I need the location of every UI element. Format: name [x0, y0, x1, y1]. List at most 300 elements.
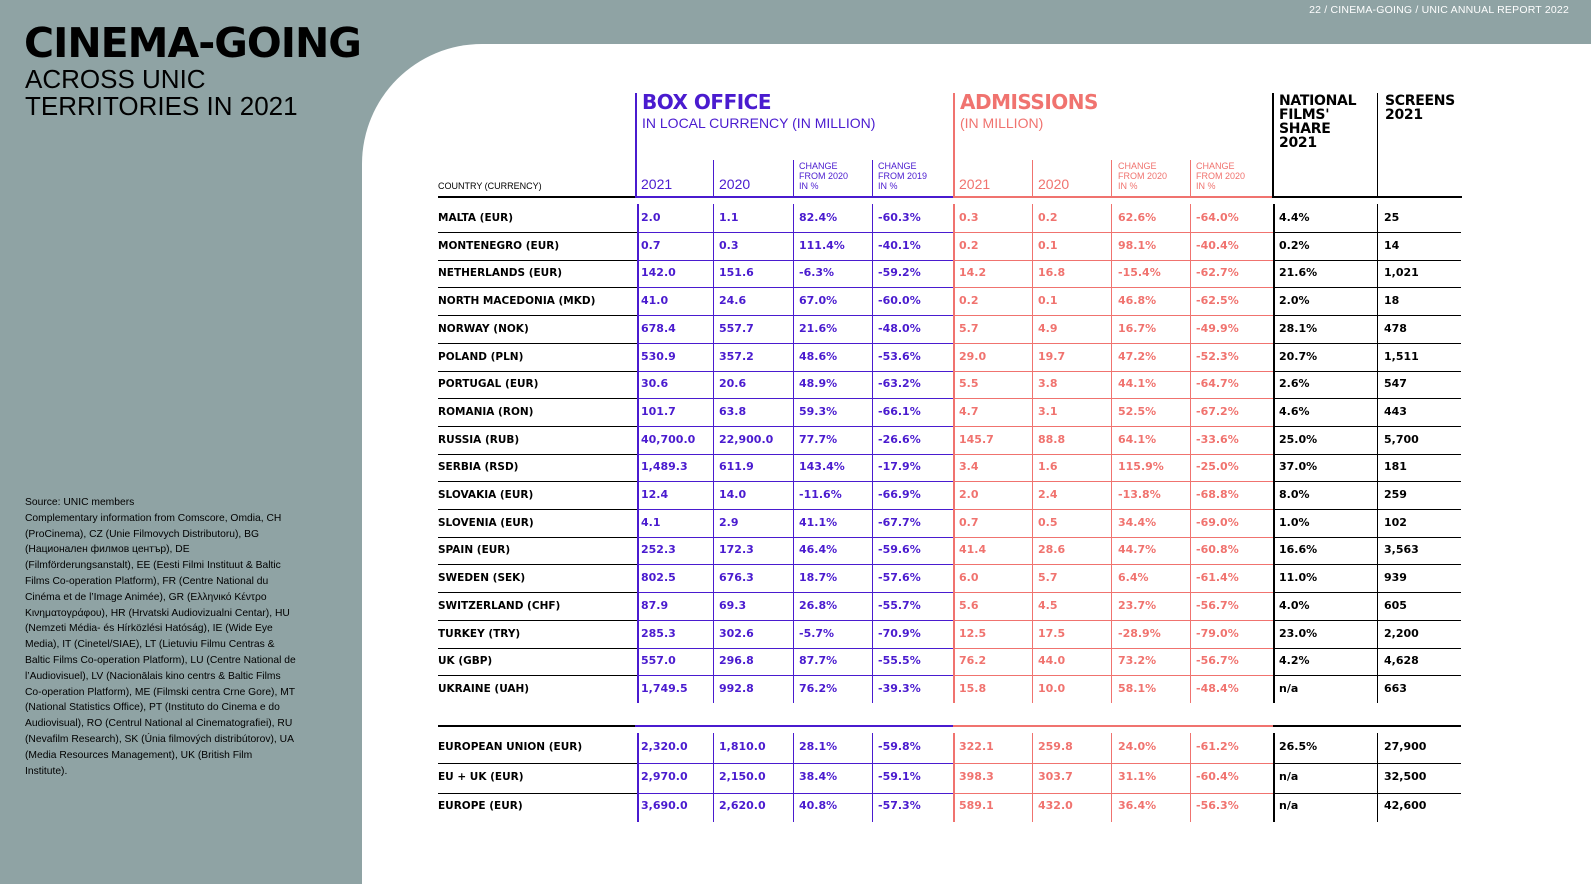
national-share-header: SHARE — [1279, 121, 1331, 137]
row-rule — [1273, 454, 1461, 455]
box-office-change-2019: -48.0% — [878, 322, 921, 335]
column-rule — [637, 287, 639, 315]
row-rule — [637, 592, 953, 593]
column-rule — [872, 370, 873, 398]
country: PORTUGAL (EUR) — [438, 378, 539, 390]
screens: 25 — [1384, 211, 1400, 224]
change-header — [799, 161, 848, 191]
column-rule — [1377, 792, 1378, 822]
admissions-change-2020: 62.6% — [1118, 211, 1157, 224]
admissions-change-2020: 46.8% — [1118, 294, 1157, 307]
row-rule — [1273, 287, 1461, 288]
column-rule — [872, 453, 873, 481]
column-rule — [1377, 370, 1378, 398]
national-share: n/a — [1279, 682, 1299, 695]
row-rule — [953, 260, 1273, 261]
admissions-2021: 15.8 — [959, 682, 987, 695]
box-office-2020: 302.6 — [719, 627, 754, 640]
change-header — [1118, 161, 1167, 191]
admissions-2021: 5.6 — [959, 599, 979, 612]
row-rule — [637, 564, 953, 565]
admissions-title: ADMISSIONS — [960, 90, 1098, 114]
box-office-2021: 1,749.5 — [641, 682, 688, 695]
column-rule — [1377, 733, 1378, 763]
screens: 14 — [1384, 239, 1400, 252]
column-rule — [1111, 453, 1112, 481]
column-rule — [1190, 481, 1191, 509]
column-rule — [872, 792, 873, 822]
row-rule — [438, 287, 637, 288]
box-office-change-2019: -60.3% — [878, 211, 921, 224]
country: UK (GBP) — [438, 655, 493, 667]
column-rule — [1190, 426, 1191, 454]
column-rule — [1111, 536, 1112, 564]
admissions-change-2020b: -56.3% — [1196, 799, 1239, 812]
column-rule — [953, 763, 955, 793]
admissions-2021: 322.1 — [959, 740, 994, 753]
column-rule — [793, 733, 794, 763]
box-office-2020: 557.7 — [719, 322, 754, 335]
page-subtitle: ACROSS UNIC TERRITORIES IN 2021 — [25, 64, 298, 121]
column-rule — [713, 733, 714, 763]
column-rule — [793, 564, 794, 592]
admissions-2020: 16.8 — [1038, 266, 1066, 279]
screens: 102 — [1384, 516, 1407, 529]
admissions-2020: 10.0 — [1038, 682, 1066, 695]
row-rule — [438, 564, 637, 565]
column-rule — [713, 453, 714, 481]
row-rule — [1273, 725, 1461, 727]
column-rule — [793, 232, 794, 260]
row-rule — [438, 315, 637, 316]
admissions-change-2020: 115.9% — [1118, 460, 1164, 473]
column-rule — [637, 453, 639, 481]
column-rule — [793, 792, 794, 822]
admissions-change-2020b: -61.4% — [1196, 571, 1239, 584]
column-rule — [1273, 398, 1275, 426]
box-office-change-2019: -55.7% — [878, 599, 921, 612]
source-line: Complementary information from Comscore, Omdia, CH (ProCinema), CZ (Unie Filmovych Distributoru), BG (Национален филмов център), DE (Filmförderungsanstalt), EE (Eesti Filmi Instituut & Baltic Films Co-operation Platform), FR (Centre National du Cinéma et de l’Image Animée), GR (Ελληνικό Κέντρο Κινηματογράφου), HR (Hrvatski Audiovizualni Centar), HU (Nemzeti Média- és Hírközlési Hatóság), IE (Wide Eye Media), IT (Cinetel/SIAE), LT (Lietuviu Filmu Centras & Baltic Films Co-operation Platform), LU (Centre National de l’Audiovisuel), LV (Nacionālais kino centrs & Baltic Films Co-operation Platform), ME (Filmski centra Crne Gore), MT (National Statistics Office), PT (Instituto do Cinema e do Audiovisual), RO (Centrul National al Cinematografiei), RU (Nevafilm Research), SK (Únia filmových distribútorov), UA (Media Resources Management), UK (British Film Institute). — [25, 512, 296, 777]
column-rule — [1111, 426, 1112, 454]
country: EUROPEAN UNION (EUR) — [438, 741, 583, 753]
national-share: 4.6% — [1279, 405, 1310, 418]
admissions-change-2020b: -60.4% — [1196, 770, 1239, 783]
change-header — [878, 161, 927, 191]
box-office-change-2020: 21.6% — [799, 322, 838, 335]
row-rule — [637, 481, 953, 482]
box-office-2021: 678.4 — [641, 322, 676, 335]
row-rule — [953, 287, 1273, 288]
column-rule — [953, 232, 955, 260]
box-office-change-2020: 59.3% — [799, 405, 838, 418]
country: EUROPE (EUR) — [438, 800, 523, 812]
column-rule — [1032, 287, 1033, 315]
change-header-line: FROM 2020 — [799, 171, 849, 181]
column-rule — [1273, 259, 1275, 287]
admissions-change-2020b: -61.2% — [1196, 740, 1239, 753]
column-rule — [953, 647, 955, 675]
column-rule — [872, 426, 873, 454]
admissions-change-2020b: -33.6% — [1196, 433, 1239, 446]
box-office-2021: 30.6 — [641, 377, 669, 390]
change-header-line: FROM 2019 — [878, 171, 928, 181]
box-office-2021: 2,970.0 — [641, 770, 688, 783]
admissions-2020: 5.7 — [1038, 571, 1058, 584]
column-rule — [713, 160, 714, 197]
column-rule — [1273, 453, 1275, 481]
row-rule — [637, 371, 953, 372]
column-rule — [1032, 675, 1033, 703]
column-rule — [1273, 763, 1275, 793]
screens: 18 — [1384, 294, 1400, 307]
column-rule — [953, 426, 955, 454]
admissions-2021: 0.3 — [959, 211, 979, 224]
column-rule — [1273, 620, 1275, 648]
column-rule — [1273, 509, 1275, 537]
column-rule — [1111, 370, 1112, 398]
column-rule — [1190, 620, 1191, 648]
column-rule — [1111, 287, 1112, 315]
column-rule — [1273, 592, 1275, 620]
admissions-change-2020b: -56.7% — [1196, 654, 1239, 667]
national-share: 8.0% — [1279, 488, 1310, 501]
box-office-change-2020: 26.8% — [799, 599, 838, 612]
column-rule — [793, 315, 794, 343]
row-rule — [953, 371, 1273, 372]
country: SERBIA (RSD) — [438, 461, 519, 473]
admissions-2020: 88.8 — [1038, 433, 1066, 446]
admissions-2020: 3.1 — [1038, 405, 1058, 418]
screens: 181 — [1384, 460, 1407, 473]
column-rule — [872, 536, 873, 564]
column-rule — [713, 620, 714, 648]
screens: 3,563 — [1384, 543, 1419, 556]
admissions-2021: 4.7 — [959, 405, 979, 418]
column-rule — [637, 426, 639, 454]
row-rule — [637, 287, 953, 288]
column-rule — [637, 564, 639, 592]
row-rule — [637, 398, 953, 399]
box-office-change-2020: 46.4% — [799, 543, 838, 556]
row-rule — [953, 592, 1273, 593]
national-share: 4.2% — [1279, 654, 1310, 667]
column-rule — [1273, 481, 1275, 509]
row-rule — [953, 454, 1273, 455]
box-office-2021: 557.0 — [641, 654, 676, 667]
row-rule — [1272, 196, 1462, 198]
column-rule — [1190, 315, 1191, 343]
column-rule — [637, 370, 639, 398]
box-office-2021: 0.7 — [641, 239, 661, 252]
screens-header: 2021 — [1385, 107, 1423, 123]
column-rule — [872, 343, 873, 371]
row-rule — [953, 398, 1273, 399]
year-header: 2020 — [719, 176, 751, 192]
column-rule — [713, 647, 714, 675]
country: UKRAINE (UAH) — [438, 683, 530, 695]
box-office-change-2019: -67.7% — [878, 516, 921, 529]
column-rule — [713, 204, 714, 232]
column-rule — [1032, 763, 1033, 793]
column-rule — [1377, 647, 1378, 675]
column-rule — [1273, 647, 1275, 675]
admissions-change-2020: -15.4% — [1118, 266, 1161, 279]
column-rule — [713, 792, 714, 822]
row-rule — [1273, 592, 1461, 593]
column-rule — [1190, 733, 1191, 763]
box-office-2020: 992.8 — [719, 682, 754, 695]
national-share-header: FILMS' — [1279, 107, 1330, 123]
national-share: 26.5% — [1279, 740, 1318, 753]
box-office-2020: 2.9 — [719, 516, 739, 529]
screens: 939 — [1384, 571, 1407, 584]
country: SLOVAKIA (EUR) — [438, 489, 534, 501]
row-rule — [1273, 675, 1461, 676]
column-rule — [1377, 592, 1378, 620]
row-rule — [953, 793, 1273, 794]
change-header-line: IN % — [799, 181, 819, 191]
admissions-2020: 19.7 — [1038, 350, 1066, 363]
column-rule — [1032, 204, 1033, 232]
column-rule — [793, 647, 794, 675]
screens: 478 — [1384, 322, 1407, 335]
box-office-2021: 252.3 — [641, 543, 676, 556]
column-rule — [637, 647, 639, 675]
box-office-2020: 2,150.0 — [719, 770, 766, 783]
box-office-change-2020: 111.4% — [799, 239, 845, 252]
column-rule — [872, 232, 873, 260]
box-office-2020: 296.8 — [719, 654, 754, 667]
column-rule — [953, 481, 955, 509]
row-rule — [637, 426, 953, 427]
box-office-change-2020: 28.1% — [799, 740, 838, 753]
row-rule — [637, 454, 953, 455]
column-rule — [1111, 343, 1112, 371]
national-share-header: 2021 — [1279, 135, 1317, 151]
column-rule — [953, 733, 955, 763]
column-rule — [1032, 792, 1033, 822]
column-rule — [1190, 259, 1191, 287]
box-office-subtitle: IN LOCAL CURRENCY (IN MILLION) — [642, 115, 876, 131]
box-office-change-2019: -66.9% — [878, 488, 921, 501]
admissions-change-2020: 6.4% — [1118, 571, 1149, 584]
column-rule — [793, 370, 794, 398]
column-rule — [953, 259, 955, 287]
column-rule — [872, 204, 873, 232]
box-office-2020: 69.3 — [719, 599, 747, 612]
admissions-change-2020: 31.1% — [1118, 770, 1157, 783]
country: EU + UK (EUR) — [438, 771, 524, 783]
column-rule — [1032, 259, 1033, 287]
admissions-change-2020b: -62.7% — [1196, 266, 1239, 279]
screens: 547 — [1384, 377, 1407, 390]
column-rule — [1111, 204, 1112, 232]
column-rule — [1190, 453, 1191, 481]
national-share: 1.0% — [1279, 516, 1310, 529]
column-rule — [1273, 536, 1275, 564]
column-rule — [953, 287, 955, 315]
column-rule — [1377, 315, 1378, 343]
box-office-2020: 22,900.0 — [719, 433, 774, 446]
box-office-change-2019: -39.3% — [878, 682, 921, 695]
national-share: 2.6% — [1279, 377, 1310, 390]
admissions-2021: 0.2 — [959, 239, 979, 252]
column-rule — [713, 370, 714, 398]
column-rule — [953, 564, 955, 592]
column-rule — [793, 160, 794, 197]
year-header: 2021 — [959, 176, 991, 192]
column-rule — [1273, 733, 1275, 763]
box-office-2021: 530.9 — [641, 350, 676, 363]
row-rule — [1273, 564, 1461, 565]
admissions-2020: 0.1 — [1038, 294, 1058, 307]
row-rule — [953, 620, 1273, 621]
row-rule — [637, 260, 953, 261]
admissions-change-2020: 47.2% — [1118, 350, 1157, 363]
admissions-change-2020b: -67.2% — [1196, 405, 1239, 418]
admissions-change-2020: 16.7% — [1118, 322, 1157, 335]
admissions-change-2020b: -48.4% — [1196, 682, 1239, 695]
column-rule — [872, 259, 873, 287]
country: SPAIN (EUR) — [438, 544, 511, 556]
admissions-change-2020: 73.2% — [1118, 654, 1157, 667]
admissions-2020: 303.7 — [1038, 770, 1073, 783]
column-rule — [1190, 343, 1191, 371]
row-rule — [1273, 620, 1461, 621]
row-rule — [953, 509, 1273, 510]
row-rule — [438, 509, 637, 510]
row-rule — [1273, 343, 1461, 344]
box-office-2021: 142.0 — [641, 266, 676, 279]
box-office-change-2020: 76.2% — [799, 682, 838, 695]
box-office-change-2019: -57.3% — [878, 799, 921, 812]
box-office-2021: 285.3 — [641, 627, 676, 640]
admissions-change-2020b: -68.8% — [1196, 488, 1239, 501]
row-rule — [637, 537, 953, 538]
column-rule — [872, 315, 873, 343]
column-rule — [1377, 204, 1378, 232]
column-rule — [1190, 204, 1191, 232]
admissions-2020: 259.8 — [1038, 740, 1073, 753]
box-office-change-2020: 143.4% — [799, 460, 845, 473]
admissions-2021: 398.3 — [959, 770, 994, 783]
column-rule — [793, 481, 794, 509]
source-line: Source: UNIC members — [25, 497, 135, 508]
country: ROMANIA (RON) — [438, 406, 534, 418]
row-rule — [438, 196, 635, 198]
box-office-change-2019: -53.6% — [878, 350, 921, 363]
column-rule — [637, 204, 639, 232]
row-rule — [438, 260, 637, 261]
row-rule — [1273, 260, 1461, 261]
column-rule — [713, 398, 714, 426]
column-rule — [793, 287, 794, 315]
row-rule — [438, 398, 637, 399]
admissions-2020: 44.0 — [1038, 654, 1066, 667]
box-office-2020: 2,620.0 — [719, 799, 766, 812]
box-office-change-2019: -57.6% — [878, 571, 921, 584]
national-share: 23.0% — [1279, 627, 1318, 640]
box-office-2020: 20.6 — [719, 377, 747, 390]
row-rule — [438, 426, 637, 427]
row-rule — [637, 763, 953, 764]
column-rule — [1377, 93, 1378, 197]
column-rule — [1111, 763, 1112, 793]
admissions-2021: 29.0 — [959, 350, 987, 363]
admissions-2020: 3.8 — [1038, 377, 1058, 390]
column-rule — [872, 287, 873, 315]
row-rule — [953, 315, 1273, 316]
screens: 2,200 — [1384, 627, 1419, 640]
source-note — [25, 495, 297, 779]
column-rule — [637, 592, 639, 620]
admissions-change-2020: 44.1% — [1118, 377, 1157, 390]
admissions-change-2020: 36.4% — [1118, 799, 1157, 812]
column-rule — [1111, 647, 1112, 675]
national-share: n/a — [1279, 770, 1299, 783]
box-office-change-2020: -6.3% — [799, 266, 835, 279]
admissions-2021: 6.0 — [959, 571, 979, 584]
row-rule — [438, 648, 637, 649]
column-rule — [953, 592, 955, 620]
box-office-change-2020: 77.7% — [799, 433, 838, 446]
column-rule — [1111, 232, 1112, 260]
row-rule — [953, 725, 1273, 727]
change-header-line: FROM 2020 — [1118, 171, 1168, 181]
column-rule — [872, 620, 873, 648]
column-rule — [1032, 343, 1033, 371]
box-office-change-2019: -40.1% — [878, 239, 921, 252]
column-rule — [872, 398, 873, 426]
admissions-change-2020b: -52.3% — [1196, 350, 1239, 363]
country: MALTA (EUR) — [438, 212, 514, 224]
column-rule — [953, 620, 955, 648]
admissions-2020: 0.2 — [1038, 211, 1058, 224]
column-rule — [1032, 647, 1033, 675]
column-rule — [1032, 370, 1033, 398]
column-rule — [637, 343, 639, 371]
admissions-change-2020: 44.7% — [1118, 543, 1157, 556]
column-rule — [953, 792, 955, 822]
column-rule — [1111, 481, 1112, 509]
country: SWEDEN (SEK) — [438, 572, 526, 584]
box-office-change-2020: 40.8% — [799, 799, 838, 812]
row-rule — [1273, 232, 1461, 233]
column-rule — [713, 343, 714, 371]
admissions-2021: 5.7 — [959, 322, 979, 335]
column-rule — [1111, 733, 1112, 763]
column-rule — [1377, 620, 1378, 648]
box-office-change-2020: -5.7% — [799, 627, 835, 640]
box-office-2021: 1,489.3 — [641, 460, 688, 473]
row-rule — [953, 564, 1273, 565]
box-office-title: BOX OFFICE — [642, 90, 772, 114]
box-office-2020: 0.3 — [719, 239, 739, 252]
column-rule — [793, 453, 794, 481]
column-rule — [1273, 370, 1275, 398]
column-rule — [1190, 398, 1191, 426]
column-rule — [1111, 792, 1112, 822]
column-rule — [1190, 232, 1191, 260]
column-rule — [1032, 592, 1033, 620]
admissions-change-2020b: -40.4% — [1196, 239, 1239, 252]
column-rule — [1190, 792, 1191, 822]
column-rule — [872, 592, 873, 620]
admissions-change-2020b: -56.7% — [1196, 599, 1239, 612]
admissions-2021: 145.7 — [959, 433, 994, 446]
column-rule — [1032, 315, 1033, 343]
country-column-header: COUNTRY (CURRENCY) — [438, 181, 542, 191]
